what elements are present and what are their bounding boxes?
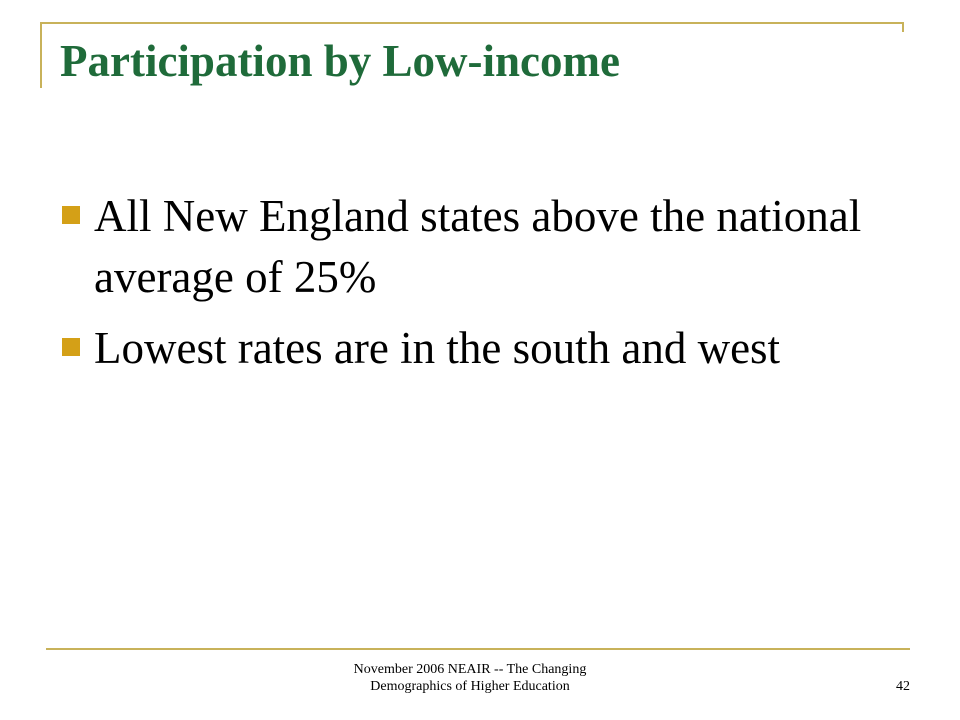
footer-line-1: November 2006 NEAIR -- The Changing	[353, 662, 587, 677]
footer-caption	[320, 661, 620, 695]
top-border-rule	[40, 22, 904, 24]
bullet-item	[58, 186, 878, 308]
footer-line-2: Demographics of Higher Education	[370, 679, 570, 694]
page-number: 42	[896, 679, 910, 694]
bullet-list	[58, 186, 878, 389]
square-bullet-icon	[62, 206, 80, 224]
slide-title: Participation by Low-income	[60, 36, 620, 86]
right-border-tick	[902, 22, 904, 32]
bullet-item	[58, 318, 878, 379]
left-border-rule	[40, 22, 42, 88]
square-bullet-icon	[62, 338, 80, 356]
bullet-text: Lowest rates are in the south and west	[94, 323, 781, 373]
footer-rule	[46, 648, 910, 650]
bullet-text: All New England states above the national average of 25%	[94, 191, 862, 302]
